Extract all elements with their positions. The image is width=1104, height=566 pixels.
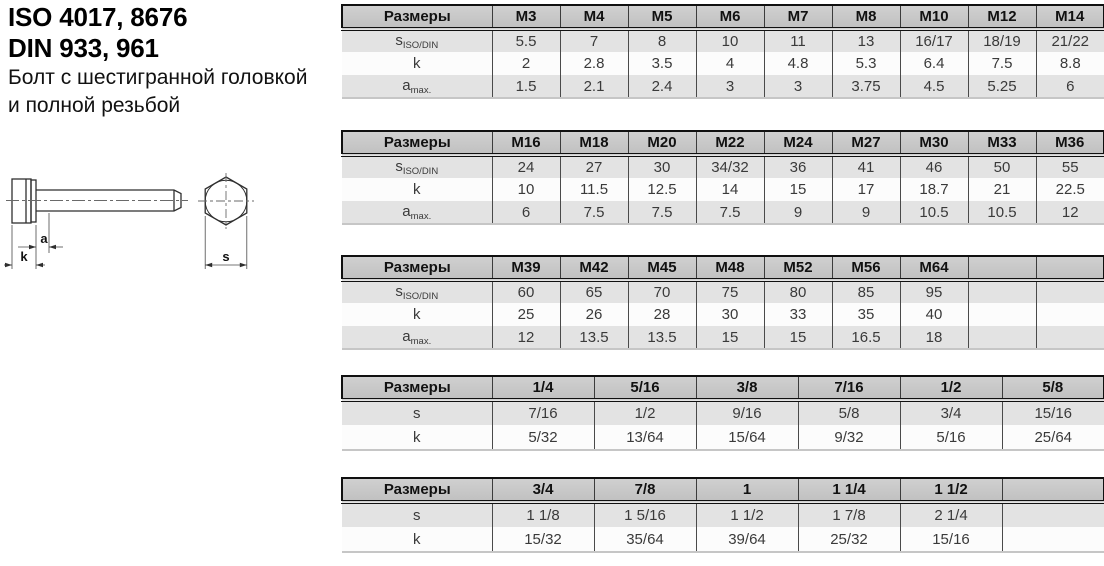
value-cell: 1 1/2	[696, 502, 798, 527]
value-cell: 30	[696, 303, 764, 326]
size-header: 1 1/2	[900, 478, 1002, 502]
value-cell: 9	[832, 201, 900, 224]
value-cell: 40	[900, 303, 968, 326]
size-header: M10	[900, 5, 968, 29]
value-cell: 5.25	[968, 75, 1036, 98]
table-row	[342, 29, 1104, 52]
table-row	[342, 52, 1104, 75]
value-cell: 6.4	[900, 52, 968, 75]
value-cell: 22.5	[1036, 178, 1104, 201]
value-cell: 1 5/16	[594, 502, 696, 527]
value-cell: 80	[764, 280, 832, 303]
value-cell: 27	[560, 155, 628, 178]
value-cell: 6	[1036, 75, 1104, 98]
value-cell: 16/17	[900, 29, 968, 52]
size-header: 1 1/4	[798, 478, 900, 502]
dimension-table-4	[341, 375, 1104, 451]
size-header: M30	[900, 131, 968, 155]
size-header: M42	[560, 256, 628, 280]
value-cell: 15	[764, 178, 832, 201]
value-cell: 3	[696, 75, 764, 98]
value-cell: 3.5	[628, 52, 696, 75]
row-label: $a_{max.}$	[342, 201, 492, 224]
standard-iso: ISO 4017, 8676	[8, 2, 188, 32]
dimension-tables	[341, 0, 1103, 566]
size-header: M45	[628, 256, 696, 280]
size-header: M16	[492, 131, 560, 155]
value-cell: 10.5	[968, 201, 1036, 224]
title-block	[8, 2, 307, 120]
value-cell: 14	[696, 178, 764, 201]
dimension-table-1	[341, 4, 1104, 99]
dimension-table-2	[341, 130, 1104, 225]
value-cell: 50	[968, 155, 1036, 178]
value-cell: 7.5	[560, 201, 628, 224]
table-row	[342, 502, 1104, 527]
size-header: 7/8	[594, 478, 696, 502]
value-cell: 7.5	[628, 201, 696, 224]
size-header: M4	[560, 5, 628, 29]
size-header: M64	[900, 256, 968, 280]
value-cell: 4.8	[764, 52, 832, 75]
value-cell: 46	[900, 155, 968, 178]
size-column-title: Размеры	[342, 376, 492, 400]
value-cell	[968, 303, 1036, 326]
value-cell: 21	[968, 178, 1036, 201]
value-cell: 95	[900, 280, 968, 303]
value-cell: 35/64	[594, 527, 696, 552]
value-cell: 1/2	[594, 400, 696, 425]
dimension-label-k: k	[20, 249, 28, 264]
value-cell: 13	[832, 29, 900, 52]
dimension-label-a: a	[40, 231, 48, 246]
value-cell: 30	[628, 155, 696, 178]
dimension-label-s: s	[222, 249, 230, 264]
size-header: M33	[968, 131, 1036, 155]
value-cell: 2.1	[560, 75, 628, 98]
value-cell: 4.5	[900, 75, 968, 98]
size-column-title: Размеры	[342, 131, 492, 155]
size-header: 1	[696, 478, 798, 502]
standard-din: DIN 933, 961	[8, 33, 159, 63]
size-header: M12	[968, 5, 1036, 29]
value-cell: 4	[696, 52, 764, 75]
size-header: 5/16	[594, 376, 696, 400]
value-cell: 13.5	[560, 326, 628, 349]
value-cell	[968, 326, 1036, 349]
table-row	[342, 75, 1104, 98]
description-line-2: и полной резьбой	[8, 94, 181, 117]
size-header: 5/8	[1002, 376, 1104, 400]
value-cell: 2.4	[628, 75, 696, 98]
value-cell: 25/32	[798, 527, 900, 552]
value-cell: 8	[628, 29, 696, 52]
value-cell: 9/32	[798, 425, 900, 450]
size-column-title: Размеры	[342, 478, 492, 502]
value-cell: 18.7	[900, 178, 968, 201]
size-header: M56	[832, 256, 900, 280]
value-cell: 9	[764, 201, 832, 224]
size-header: M36	[1036, 131, 1104, 155]
value-cell: 6	[492, 201, 560, 224]
value-cell: 11	[764, 29, 832, 52]
size-header: M5	[628, 5, 696, 29]
value-cell: 25	[492, 303, 560, 326]
row-label: $a_{max.}$	[342, 75, 492, 98]
table-row	[342, 326, 1104, 349]
value-cell: 1 1/8	[492, 502, 594, 527]
size-column-title: Размеры	[342, 256, 492, 280]
table-row	[342, 280, 1104, 303]
value-cell: 75	[696, 280, 764, 303]
size-header: 3/4	[492, 478, 594, 502]
size-column-title: Размеры	[342, 5, 492, 29]
value-cell: 3.75	[832, 75, 900, 98]
value-cell: 5/8	[798, 400, 900, 425]
value-cell: 1.5	[492, 75, 560, 98]
value-cell: 15/16	[900, 527, 1002, 552]
value-cell: 21/22	[1036, 29, 1104, 52]
size-header: M39	[492, 256, 560, 280]
size-header: M18	[560, 131, 628, 155]
size-header: M27	[832, 131, 900, 155]
size-header	[968, 256, 1036, 280]
value-cell: 26	[560, 303, 628, 326]
value-cell: 15/64	[696, 425, 798, 450]
size-header	[1002, 478, 1104, 502]
value-cell: 11.5	[560, 178, 628, 201]
value-cell: 5.3	[832, 52, 900, 75]
size-header: 1/2	[900, 376, 1002, 400]
value-cell: 85	[832, 280, 900, 303]
row-label: k	[342, 425, 492, 450]
value-cell: 15/16	[1002, 400, 1104, 425]
table-row	[342, 178, 1104, 201]
size-header: 1/4	[492, 376, 594, 400]
size-header	[1036, 256, 1104, 280]
value-cell: 15	[696, 326, 764, 349]
value-cell	[1002, 527, 1104, 552]
table-row	[342, 527, 1104, 552]
value-cell: 13.5	[628, 326, 696, 349]
value-cell: 70	[628, 280, 696, 303]
value-cell: 8.8	[1036, 52, 1104, 75]
value-cell: 12.5	[628, 178, 696, 201]
value-cell: 41	[832, 155, 900, 178]
value-cell: 2.8	[560, 52, 628, 75]
value-cell: 18/19	[968, 29, 1036, 52]
row-label: s	[342, 400, 492, 425]
bolt-head-side	[12, 179, 31, 223]
value-cell: 7.5	[696, 201, 764, 224]
value-cell: 10.5	[900, 201, 968, 224]
value-cell: 2 1/4	[900, 502, 1002, 527]
value-cell	[1036, 280, 1104, 303]
value-cell: 5/32	[492, 425, 594, 450]
value-cell: 12	[1036, 201, 1104, 224]
size-header: M8	[832, 5, 900, 29]
size-header: M22	[696, 131, 764, 155]
value-cell: 36	[764, 155, 832, 178]
size-header: M20	[628, 131, 696, 155]
description-line-1: Болт с шестигранной головкой	[8, 66, 308, 89]
value-cell: 60	[492, 280, 560, 303]
value-cell: 35	[832, 303, 900, 326]
size-header: M24	[764, 131, 832, 155]
value-cell: 5/16	[900, 425, 1002, 450]
row-label: k	[342, 52, 492, 75]
value-cell	[1002, 502, 1104, 527]
value-cell: 5.5	[492, 29, 560, 52]
size-header: M3	[492, 5, 560, 29]
table-row	[342, 303, 1104, 326]
value-cell: 9/16	[696, 400, 798, 425]
value-cell: 1 7/8	[798, 502, 900, 527]
value-cell: 7/16	[492, 400, 594, 425]
value-cell: 15/32	[492, 527, 594, 552]
row-label: $s_{ISO/DIN}$	[342, 280, 492, 303]
value-cell: 34/32	[696, 155, 764, 178]
bolt-washer-face	[31, 180, 36, 222]
row-label: k	[342, 178, 492, 201]
value-cell: 16.5	[832, 326, 900, 349]
value-cell	[1036, 303, 1104, 326]
value-cell: 10	[696, 29, 764, 52]
value-cell: 25/64	[1002, 425, 1104, 450]
value-cell: 12	[492, 326, 560, 349]
size-header: 7/16	[798, 376, 900, 400]
value-cell: 13/64	[594, 425, 696, 450]
size-header: 3/8	[696, 376, 798, 400]
bolt-drawing	[4, 163, 289, 298]
table-row	[342, 400, 1104, 425]
value-cell: 28	[628, 303, 696, 326]
dimension-table-3	[341, 255, 1104, 350]
value-cell: 15	[764, 326, 832, 349]
value-cell: 39/64	[696, 527, 798, 552]
size-header: M7	[764, 5, 832, 29]
row-label: k	[342, 527, 492, 552]
value-cell: 3	[764, 75, 832, 98]
value-cell: 7.5	[968, 52, 1036, 75]
value-cell: 2	[492, 52, 560, 75]
value-cell: 33	[764, 303, 832, 326]
dimension-table-5	[341, 477, 1104, 553]
size-header: M14	[1036, 5, 1104, 29]
value-cell: 3/4	[900, 400, 1002, 425]
value-cell: 17	[832, 178, 900, 201]
row-label: $s_{ISO/DIN}$	[342, 155, 492, 178]
value-cell	[968, 280, 1036, 303]
value-cell	[1036, 326, 1104, 349]
value-cell: 18	[900, 326, 968, 349]
row-label: s	[342, 502, 492, 527]
table-row	[342, 155, 1104, 178]
row-label: $s_{ISO/DIN}$	[342, 29, 492, 52]
value-cell: 10	[492, 178, 560, 201]
value-cell: 55	[1036, 155, 1104, 178]
size-header: M6	[696, 5, 764, 29]
value-cell: 65	[560, 280, 628, 303]
value-cell: 7	[560, 29, 628, 52]
table-row	[342, 201, 1104, 224]
table-row	[342, 425, 1104, 450]
size-header: M52	[764, 256, 832, 280]
row-label: k	[342, 303, 492, 326]
value-cell: 24	[492, 155, 560, 178]
size-header: M48	[696, 256, 764, 280]
row-label: $a_{max.}$	[342, 326, 492, 349]
